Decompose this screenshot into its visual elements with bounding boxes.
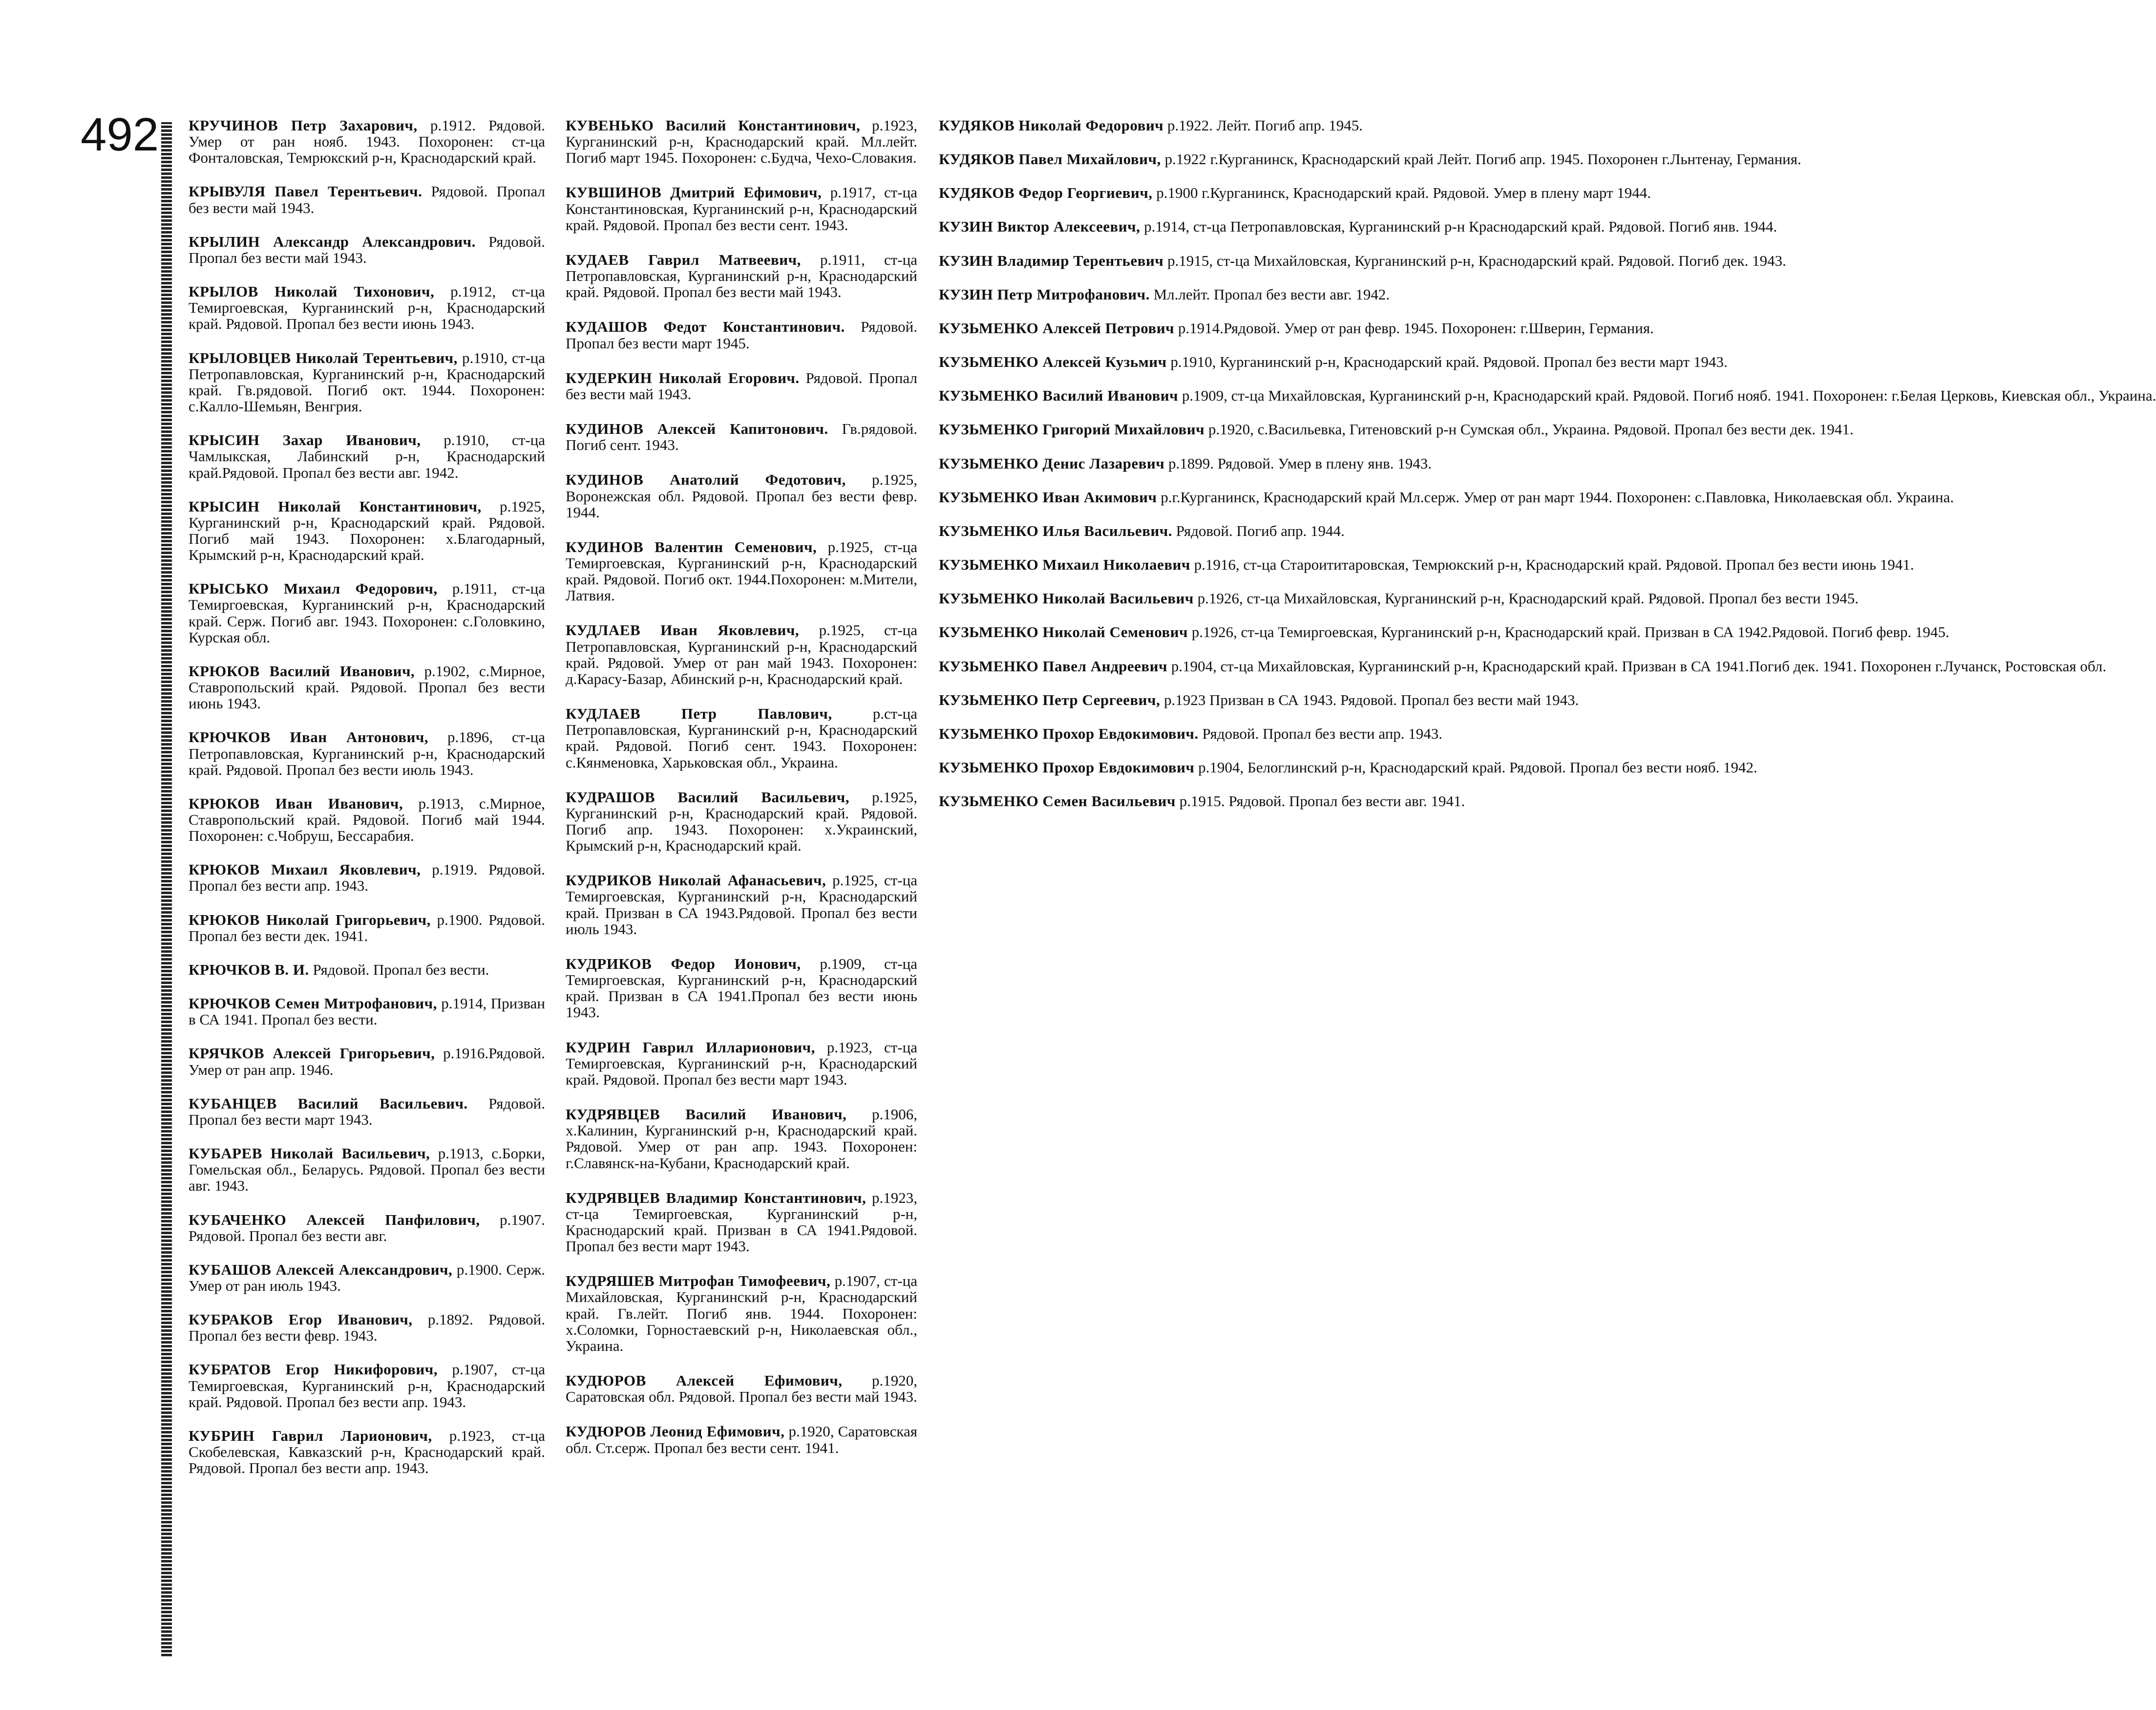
entry-name: КУДЕРКИН Николай Егорович. (566, 369, 800, 386)
list-item (189, 1361, 545, 1410)
entry-text: р.г.Курганинск, Краснодарский край Мл.серж. Умер от ран март 1944. Похоронен: с.Павловка, Николаевская обл. Украина. (1157, 488, 1954, 506)
entry-text: р.1904, ст-ца Михайловская, Курганинский р-н, Краснодарский край. Призван в СА 1941.Погиб дек. 1941. Похоронен г.Лучанск, Ростовская обл. (1167, 657, 2107, 675)
entry-text: р.1925, ст-ца Петропавловская, Курганинский р-н, Краснодарский край. Рядовой. Умер от ран май 1943. Похоронен: д.Карасу-Базар, Абинский р-н, Краснодарский край. (566, 621, 918, 687)
entry-text: р.1920, с.Васильевка, Гитеновский р-н Сумская обл., Украина. Рядовой. Пропал без вести дек. 1941. (1205, 421, 1854, 438)
entry-name: КРЮЧКОВ Семен Митрофанович, (189, 995, 437, 1012)
list-item (939, 556, 1914, 574)
entry-text: р.1910, ст-ца Петропавловская, Курганинский р-н, Краснодарский край. Гв.рядовой. Погиб окт. 1944. Похоронен: с.Калло-Шемьян, Венгрия. (189, 349, 546, 415)
entry-name: КУЗЬМЕНКО Иван Акимович (939, 488, 1157, 506)
entry-text: р.1922 г.Курганинск, Краснодарский край Лейт. Погиб апр. 1945. Похоронен г.Льнтенау, Германия. (1161, 150, 1801, 168)
entry-text: Рядовой. Пропал без вести апр. 1943. (1198, 725, 1443, 742)
list-item (566, 1372, 917, 1405)
list-item (189, 432, 545, 480)
entry-name: КУБАЧЕНКО Алексей Панфилович, (189, 1211, 480, 1228)
entry-text: Рядовой. Пропал без вести май 1943. (189, 183, 545, 216)
entry-name: КУДЮРОВ Леонид Ефимович, (566, 1423, 785, 1440)
page-edge-bar (161, 122, 172, 1656)
list-item (566, 319, 917, 351)
entry-text: р.1920, Саратовская обл. Ст.серж. Пропал без вести сент. 1941. (566, 1423, 918, 1456)
entry-text: р.1910, Курганинский р-н, Краснодарский край. Рядовой. Пропал без вести март 1943. (1166, 353, 1728, 371)
entry-text: р.1912, ст-ца Темиргоевская, Курганинский р-н, Краснодарский край. Рядовой. Пропал без вести июнь 1943. (189, 283, 546, 333)
list-item (189, 580, 545, 645)
entry-name: КУБРАТОВ Егор Никифорович, (189, 1361, 438, 1378)
entry-text: р.1916.Рядовой. Умер от ран апр. 1946. (189, 1045, 545, 1078)
entry-text: р.1914, Призван в СА 1941. Пропал без вести. (189, 995, 545, 1028)
entry-name: КУДАЕВ Гаврил Матвеевич, (566, 251, 801, 268)
entry-name: КУЗЬМЕНКО Николай Семенович (939, 623, 1188, 641)
entry-name: КУДЮРОВ Алексей Ефимович, (566, 1372, 843, 1389)
entry-text: р.1900. Рядовой. Пропал без вести дек. 1941. (189, 911, 546, 944)
list-item (566, 622, 917, 687)
entry-text: р.1913, с.Мирное, Ставропольский край. Рядовой. Погиб май 1944. Похоронен: с.Чобруш, Бессарабия. (189, 794, 546, 845)
entry-name: КУДРИКОВ Федор Ионович, (566, 955, 801, 972)
entry-name: КРЮЧКОВ В. И. (189, 961, 309, 978)
entry-name: КУДЯКОВ Павел Михайлович, (939, 150, 1161, 168)
entry-name: КУДЯКОВ Федор Георгиевич, (939, 184, 1153, 202)
entry-name: КУЗЬМЕНКО Василий Иванович (939, 387, 1179, 405)
list-item (189, 962, 545, 978)
entry-name: КРЫЛИН Александр Александрович. (189, 233, 476, 250)
entry-text: р.1914.Рядовой. Умер от ран февр. 1945. Похоронен: г.Шверин, Германия. (1174, 319, 1654, 337)
entry-name: КРУЧИНОВ Петр Захарович, (189, 117, 418, 134)
entry-text: р.1925, Курганинский р-н, Краснодарский край. Рядовой. Погиб апр. 1943. Похоронен: х.Украинский, Крымский р-н, Краснодарский край. (566, 788, 917, 855)
entry-name: КУДЯКОВ Николай Федорович (939, 117, 1164, 134)
entry-text: р.1923, ст-ца Темиргоевская, Курганинский р-н, Краснодарский край. Рядовой. Пропал без вести март 1943. (566, 1038, 918, 1088)
list-item (189, 1212, 545, 1244)
entry-text: р.1915, ст-ца Михайловская, Курганинский р-н, Краснодарский край. Рядовой. Погиб дек. 1943. (1163, 252, 1786, 269)
entry-name: КРЮЧКОВ Иван Антонович, (189, 728, 429, 746)
list-item (939, 691, 1579, 708)
entry-name: КУЗИН Владимир Терентьевич (939, 252, 1164, 269)
list-item (189, 350, 545, 415)
list-item (566, 539, 917, 604)
list-item (939, 522, 1345, 539)
list-item (189, 861, 545, 894)
entry-name: КУДРАШОВ Василий Васильевич, (566, 788, 850, 806)
list-item (189, 729, 545, 777)
entry-name: КУДИНОВ Алексей Капитонович. (566, 420, 828, 438)
list-item (566, 1039, 917, 1088)
entry-text: р.1907. Рядовой. Пропал без вести авг. (189, 1211, 545, 1244)
entry-text: р.1910, ст-ца Чамлыкская, Лабинский р-н, Краснодарский край.Рядовой. Пропал без вести авг. 1942. (189, 431, 545, 481)
entry-text: р.1925, Воронежская обл. Рядовой. Пропал без вести февр. 1944. (566, 471, 918, 521)
entry-name: КРЮКОВ Николай Григорьевич, (189, 911, 431, 928)
entry-text: р.1909, ст-ца Михайловская, Курганинский р-н, Краснодарский край. Рядовой. Погиб нояб. 1941. Похоронен: г.Белая Церковь, Киевская обл., Украина. (1178, 387, 2156, 405)
list-item (939, 285, 1390, 303)
entry-text: р.1915. Рядовой. Пропал без вести авг. 1941. (1175, 792, 1465, 810)
list-item (939, 184, 1651, 202)
list-item (939, 353, 1728, 371)
entry-text: р.1900. Серж. Умер от ран июль 1943. (189, 1261, 545, 1294)
list-item (189, 283, 545, 332)
entry-text: Рядовой. Погиб апр. 1944. (1172, 522, 1345, 539)
entry-text: р.1902, с.Мирное, Ставропольский край. Рядовой. Пропал без вести июнь 1943. (189, 662, 545, 712)
list-item (566, 117, 917, 166)
list-item (189, 912, 545, 944)
entry-name: КУЗЬМЕНКО Алексей Кузьмич (939, 353, 1167, 371)
entry-text: р.1912. Рядовой. Умер от ран нояб. 1943. Похоронен: ст-ца Фонталовская, Темрюкский р-н, Краснодарский край. (189, 117, 545, 167)
entry-text: р.1909, ст-ца Темиргоевская, Курганинский р-н, Краснодарский край. Призван в СА 1941.Пропал без вести июнь 1943. (566, 955, 917, 1021)
list-item (566, 471, 917, 520)
entry-name: КУДРЯВЦЕВ Василий Иванович, (566, 1106, 847, 1123)
list-item (939, 454, 1432, 472)
list-item (939, 150, 1801, 168)
column-3 (939, 117, 2156, 827)
entry-name: КУДРИН Гаврил Илларионович, (566, 1038, 815, 1056)
entry-text: р.1913, с.Борки, Гомельская обл., Беларусь. Рядовой. Пропал без вести авг. 1943. (189, 1145, 545, 1195)
entry-text: р.1914, ст-ца Петропавловская, Курганинский р-н Краснодарский край. Рядовой. Погиб янв. 1944. (1140, 218, 1777, 235)
list-item (939, 657, 2107, 675)
entry-name: КУДИНОВ Анатолий Федотович, (566, 471, 846, 489)
list-item (189, 1045, 545, 1077)
list-item (189, 1261, 545, 1294)
entry-name: КУЗЬМЕНКО Алексей Петрович (939, 319, 1175, 337)
entry-text: р.1892. Рядовой. Пропал без вести февр. 1943. (189, 1311, 545, 1345)
list-item (189, 1095, 545, 1128)
entry-name: КУЗЬМЕНКО Григорий Михайлович (939, 421, 1205, 438)
entry-name: КУЗИН Виктор Алексеевич, (939, 218, 1141, 235)
entry-name: КУЗЬМЕНКО Илья Васильевич. (939, 522, 1173, 539)
entry-name: КУВЕНЬКО Василий Константинович, (566, 117, 861, 134)
list-item (566, 1423, 917, 1455)
entry-name: КРЫСЬКО Михаил Федорович, (189, 580, 438, 598)
column-2 (566, 117, 917, 1475)
entry-text: Рядовой. Пропал без вести март 1945. (566, 318, 917, 352)
entry-name: КУЗЬМЕНКО Михаил Николаевич (939, 556, 1190, 574)
entry-name: КУБАРЕВ Николай Васильевич, (189, 1145, 430, 1162)
list-item (939, 758, 1757, 776)
entry-text: р.1904, Белоглинский р-н, Краснодарский край. Рядовой. Пропал без вести нояб. 1942. (1194, 758, 1757, 776)
entry-name: КУЗЬМЕНКО Семен Васильевич (939, 792, 1176, 810)
entry-name: КУЗЬМЕНКО Прохор Евдокимович (939, 758, 1195, 776)
entry-name: КРЫСИН Захар Иванович, (189, 431, 421, 449)
list-item (189, 663, 545, 711)
entry-text: р.1925, Курганинский р-н, Краснодарский край. Рядовой. Погиб май 1943. Похоронен: х.Благодарный, Крымский р-н, Краснодарский край. (189, 497, 546, 564)
entry-name: КУЗЬМЕНКО Прохор Евдокимович. (939, 725, 1199, 742)
entry-name: КУДАШОВ Федот Константинович. (566, 318, 845, 336)
entry-text: Рядовой. Пропал без вести май 1943. (566, 369, 917, 403)
entry-name: КУБРАКОВ Егор Иванович, (189, 1311, 413, 1328)
entry-text: Рядовой. Пропал без вести. (309, 961, 489, 978)
list-item (939, 488, 1954, 506)
entry-text: р.1907, ст-ца Михайловская, Курганинский р-н, Краснодарский край. Гв.лейт. Погиб янв. 1944. Похоронен: х.Соломки, Горностаевский р-н, Николаевская обл., Украина. (566, 1272, 918, 1354)
entry-text: р.1899. Рядовой. Умер в плену янв. 1943. (1164, 454, 1432, 472)
list-item (189, 1145, 545, 1194)
list-item (566, 1273, 917, 1354)
list-item (939, 387, 2156, 405)
entry-text: р.1925, ст-ца Темиргоевская, Курганинский р-н, Краснодарский край. Рядовой. Погиб окт. 1944.Похоронен: м.Мители, Латвия. (566, 538, 917, 604)
entry-text: р.1920, Саратовская обл. Рядовой. Пропал без вести май 1943. (566, 1372, 917, 1406)
entry-text: р.1896, ст-ца Петропавловская, Курганинский р-н, Краснодарский край. Рядовой. Пропал без вести июль 1943. (189, 728, 546, 778)
list-item (939, 590, 1859, 607)
entry-name: КРЮКОВ Василий Иванович, (189, 662, 415, 680)
entry-text: р.1925, ст-ца Темиргоевская, Курганинский р-н, Краснодарский край. Призван в СА 1943.Рядовой. Пропал без вести июль 1943. (566, 872, 917, 938)
entry-name: КРЯЧКОВ Алексей Григорьевич, (189, 1045, 435, 1062)
entry-text: р.1923, ст-ца Скобелевская, Кавказский р-н, Краснодарский край. Рядовой. Пропал без вести апр. 1943. (189, 1427, 546, 1477)
list-item (566, 421, 917, 453)
entry-text: р.1911, ст-ца Темиргоевская, Курганинский р-н, Краснодарский край. Серж. Погиб авг. 1943. Похоронен: с.Головкино, Курская обл. (189, 580, 545, 646)
list-item (939, 319, 1654, 337)
entry-text: Гв.рядовой. Погиб сент. 1943. (566, 420, 917, 454)
list-item (189, 498, 545, 563)
list-item (189, 183, 545, 215)
list-item (189, 117, 545, 166)
entry-text: р.1911, ст-ца Петропавловская, Курганинский р-н, Краснодарский край. Рядовой. Пропал без вести май 1943. (566, 251, 917, 301)
entry-text: р.1922. Лейт. Погиб апр. 1945. (1163, 117, 1363, 134)
entry-text: р.1907, ст-ца Темиргоевская, Курганинский р-н, Краснодарский край. Рядовой. Пропал без вести апр. 1943. (189, 1361, 546, 1411)
entry-text: р.1923 Призван в СА 1943. Рядовой. Пропал без вести май 1943. (1160, 691, 1579, 708)
list-item (566, 370, 917, 402)
entry-name: КУБРИН Гаврил Ларионович, (189, 1427, 432, 1444)
entry-text: р.1917, ст-ца Константиновская, Курганинский р-н, Краснодарский край. Рядовой. Пропал без вести сент. 1943. (566, 184, 917, 234)
list-item (189, 795, 545, 844)
list-item (189, 1311, 545, 1344)
entry-name: КУДРИКОВ Николай Афанасьевич, (566, 872, 826, 889)
entry-text: р.1926, ст-ца Михайловская, Курганинский р-н, Краснодарский край. Рядовой. Пропал без вести 1945. (1193, 590, 1859, 607)
list-item (566, 184, 917, 233)
entry-name: КРЫВУЛЯ Павел Терентьевич. (189, 183, 423, 200)
entry-name: КРЫЛОВ Николай Тихонович, (189, 283, 435, 300)
list-item (566, 1190, 917, 1255)
entry-name: КРЮКОВ Михаил Яковлевич, (189, 861, 421, 878)
entry-text: Рядовой. Пропал без вести май 1943. (189, 233, 545, 266)
entry-text: р.1900 г.Курганинск, Краснодарский край. Рядовой. Умер в плену март 1944. (1152, 184, 1651, 202)
list-item (566, 872, 917, 937)
entry-text: р.1923, ст-ца Темиргоевская, Курганинский р-н, Краснодарский край. Призван в СА 1941.Рядовой. Пропал без вести март 1943. (566, 1189, 918, 1255)
entry-text: р.ст-ца Петропавловская, Курганинский р-н, Краснодарский край. Рядовой. Погиб сент. 1943. Похоронен: с.Кянменовка, Харьковская обл., Украина. (566, 705, 918, 771)
entry-name: КУЗИН Петр Митрофанович. (939, 285, 1150, 303)
entry-name: КУДЛАЕВ Иван Яковлевич, (566, 621, 800, 639)
entry-name: КУДИНОВ Валентин Семенович, (566, 538, 817, 556)
entry-text: Мл.лейт. Пропал без вести авг. 1942. (1149, 285, 1390, 303)
entry-name: КРЫСИН Николай Константинович, (189, 497, 482, 515)
list-item (189, 1428, 545, 1476)
entry-name: КУЗЬМЕНКО Денис Лазаревич (939, 454, 1165, 472)
entry-name: КУЗЬМЕНКО Николай Васильевич (939, 590, 1194, 607)
list-item (939, 792, 1465, 810)
list-item (939, 421, 1854, 438)
list-item (939, 117, 1363, 134)
list-item (566, 705, 917, 770)
entry-name: КУЗЬМЕНКО Павел Андреевич (939, 657, 1167, 675)
entry-name: КУВШИНОВ Дмитрий Ефимович, (566, 184, 822, 201)
entry-text: Рядовой. Пропал без вести март 1943. (189, 1094, 546, 1128)
list-item (939, 252, 1786, 269)
entry-text: р.1916, ст-ца Староититаровская, Темрюкский р-н, Краснодарский край. Рядовой. Пропал без вести июнь 1941. (1190, 556, 1914, 574)
entry-text: р.1926, ст-ца Темиргоевская, Курганинский р-н, Краснодарский край. Призван в СА 1942.Рядовой. Погиб февр. 1945. (1188, 623, 1949, 641)
list-item (189, 995, 545, 1027)
entry-name: КУДРЯШЕВ Митрофан Тимофеевич, (566, 1272, 831, 1290)
list-item (566, 252, 917, 300)
entry-text: р.1919. Рядовой. Пропал без вести апр. 1943. (189, 861, 545, 895)
entry-text: р.1906, х.Калинин, Курганинский р-н, Краснодарский край. Рядовой. Умер от ран апр. 1943. Похоронен: г.Славянск-на-Кубани, Краснодарский край. (566, 1106, 918, 1172)
entry-name: КРЫЛОВЦЕВ Николай Терентьевич, (189, 349, 458, 366)
list-item (189, 234, 545, 266)
entry-name: КУДРЯВЦЕВ Владимир Константинович, (566, 1189, 867, 1206)
list-item (566, 789, 917, 854)
list-item (566, 956, 917, 1021)
page-number: 492 (81, 108, 159, 161)
entry-name: КУБАШОВ Алексей Александрович, (189, 1261, 453, 1278)
column-1 (189, 117, 545, 1494)
entry-text: р.1923, Курганинский р-н, Краснодарский край. Мл.лейт. Погиб март 1945. Похоронен: с.Будча, Чехо-Словакия. (566, 117, 917, 167)
list-item (939, 623, 1949, 641)
entry-name: КУБАНЦЕВ Василий Васильевич. (189, 1094, 468, 1112)
list-item (939, 725, 1443, 742)
entry-name: КУДЛАЕВ Петр Павлович, (566, 705, 832, 723)
entry-name: КРЮКОВ Иван Иванович, (189, 794, 403, 812)
entry-name: КУЗЬМЕНКО Петр Сергеевич, (939, 691, 1161, 708)
list-item (566, 1106, 917, 1171)
list-item (939, 218, 1777, 235)
